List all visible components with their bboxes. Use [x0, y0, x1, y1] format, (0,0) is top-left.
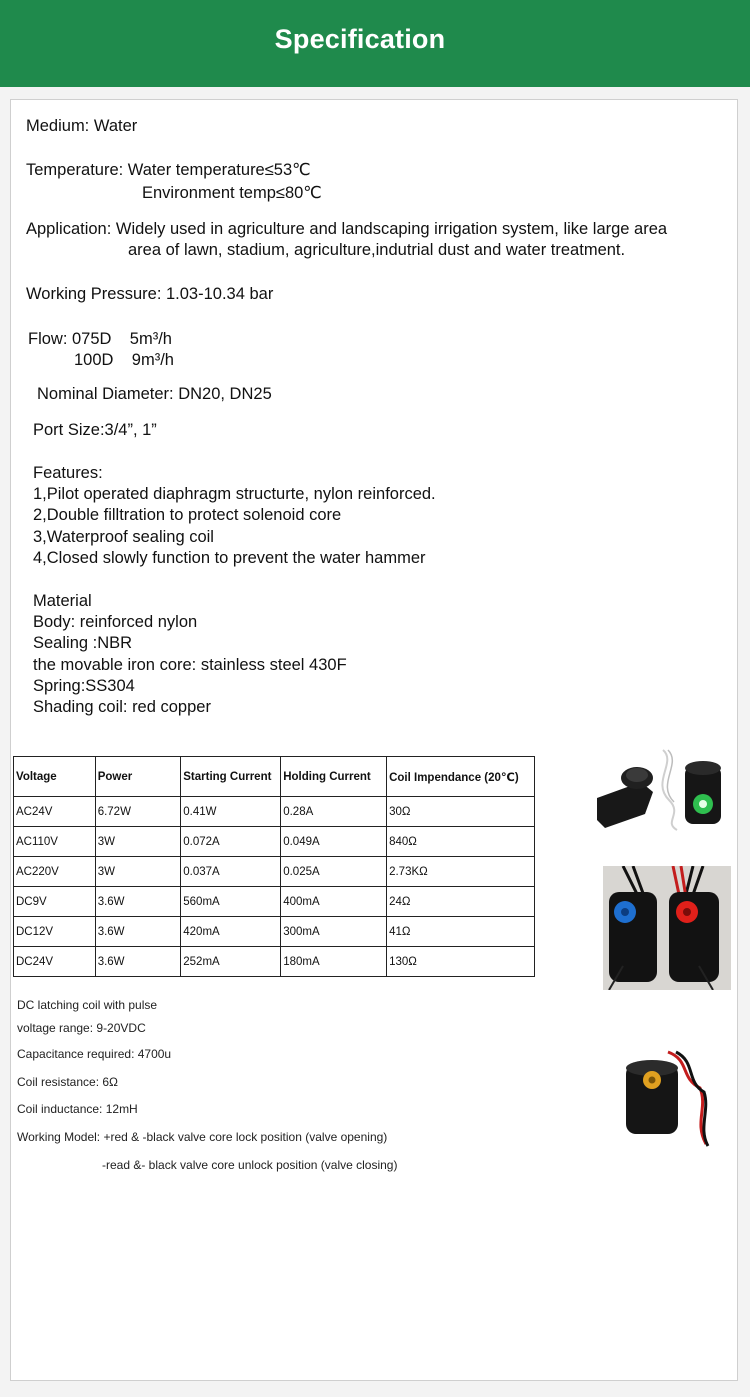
table-cell: 0.072A [181, 827, 281, 857]
table-header-cell: Voltage [14, 757, 96, 797]
table-cell: 300mA [281, 917, 387, 947]
feature-item: 3,Waterproof sealing coil [33, 528, 214, 546]
table-cell: 0.41W [181, 797, 281, 827]
page-title: Specification [274, 24, 446, 54]
table-row [14, 947, 535, 977]
table-cell: 24Ω [387, 887, 535, 917]
table-cell: 3.6W [95, 887, 181, 917]
table-cell: 3W [95, 857, 181, 887]
table-cell: 252mA [181, 947, 281, 977]
table-cell: 3.6W [95, 917, 181, 947]
spec-flow-075d: Flow: 075D 5m³/h [28, 330, 172, 348]
table-cell: 30Ω [387, 797, 535, 827]
coil-bracket-photo [593, 742, 733, 834]
spec-nominal-diameter: Nominal Diameter: DN20, DN25 [37, 385, 272, 403]
header-banner [0, 0, 750, 87]
table-cell: AC220V [14, 857, 96, 887]
feature-item: 4,Closed slowly function to prevent the water hammer [33, 549, 426, 567]
table-row [14, 887, 535, 917]
table-cell: 560mA [181, 887, 281, 917]
table-cell: AC24V [14, 797, 96, 827]
material-item: Body: reinforced nylon [33, 613, 198, 631]
table-cell: 3W [95, 827, 181, 857]
table-header-cell: Holding Current [281, 757, 387, 797]
spec-temperature-water: Temperature: Water temperature≤53℃ [26, 161, 311, 179]
spec-application-1: Application: Widely used in agriculture and landscaping irrigation system, like large area [26, 220, 668, 238]
spec-temperature-environment: Environment temp≤80℃ [142, 184, 322, 202]
table-header-row [14, 757, 535, 797]
feature-item: 2,Double filltration to protect solenoid core [33, 506, 342, 524]
dc-latching-line: -read &- black valve core unlock position (valve closing) [102, 1158, 398, 1172]
spec-working-pressure: Working Pressure: 1.03-10.34 bar [26, 285, 274, 303]
table-header-cell: Coil Impendance (20℃) [387, 757, 535, 797]
table-row [14, 917, 535, 947]
dc-latching-line: Capacitance required: 4700u [17, 1047, 172, 1061]
table-cell: 840Ω [387, 827, 535, 857]
dc-latching-line: Working Model: +red & -black valve core lock position (valve opening) [17, 1130, 388, 1144]
table-cell: DC12V [14, 917, 96, 947]
table-cell: AC110V [14, 827, 96, 857]
table-cell: DC9V [14, 887, 96, 917]
material-item: Shading coil: red copper [33, 698, 211, 716]
spec-flow-100d: 100D 9m³/h [74, 351, 174, 369]
table-cell: 3.6W [95, 947, 181, 977]
table-cell: 0.049A [281, 827, 387, 857]
material-title: Material [33, 592, 92, 610]
table-cell: 41Ω [387, 917, 535, 947]
dc-latching-line: Coil inductance: 12mH [17, 1102, 138, 1116]
feature-item: 1,Pilot operated diaphragm structurte, nylon reinforced. [33, 485, 436, 503]
table-row [14, 857, 535, 887]
coils-blue-red-photo [603, 866, 731, 990]
material-item: Sealing :NBR [33, 634, 133, 652]
table-cell: 2.73KΩ [387, 857, 535, 887]
dc-latching-line: Coil resistance: 6Ω [17, 1075, 119, 1089]
latching-coil-photo [620, 1048, 710, 1148]
spec-port-size: Port Size:3/4”, 1” [33, 421, 157, 439]
features-title: Features: [33, 464, 103, 482]
table-cell: DC24V [14, 947, 96, 977]
table-cell: 180mA [281, 947, 387, 977]
table-cell: 0.28A [281, 797, 387, 827]
dc-latching-line: DC latching coil with pulse [17, 998, 158, 1012]
spec-medium: Medium: Water [26, 117, 138, 135]
table-cell: 6.72W [95, 797, 181, 827]
table-cell: 0.037A [181, 857, 281, 887]
table-header-cell: Starting Current [181, 757, 281, 797]
table-cell: 400mA [281, 887, 387, 917]
material-item: the movable iron core: stainless steel 430F [33, 656, 347, 674]
spec-application-2: area of lawn, stadium, agriculture,indutrial dust and water treatment. [128, 241, 626, 259]
material-item: Spring:SS304 [33, 677, 135, 695]
table-cell: 130Ω [387, 947, 535, 977]
table-row [14, 797, 535, 827]
table-header-cell: Power [95, 757, 181, 797]
table-cell: 420mA [181, 917, 281, 947]
dc-latching-line: voltage range: 9-20VDC [17, 1021, 146, 1035]
coil-spec-table [13, 756, 535, 977]
table-row [14, 827, 535, 857]
table-cell: 0.025A [281, 857, 387, 887]
